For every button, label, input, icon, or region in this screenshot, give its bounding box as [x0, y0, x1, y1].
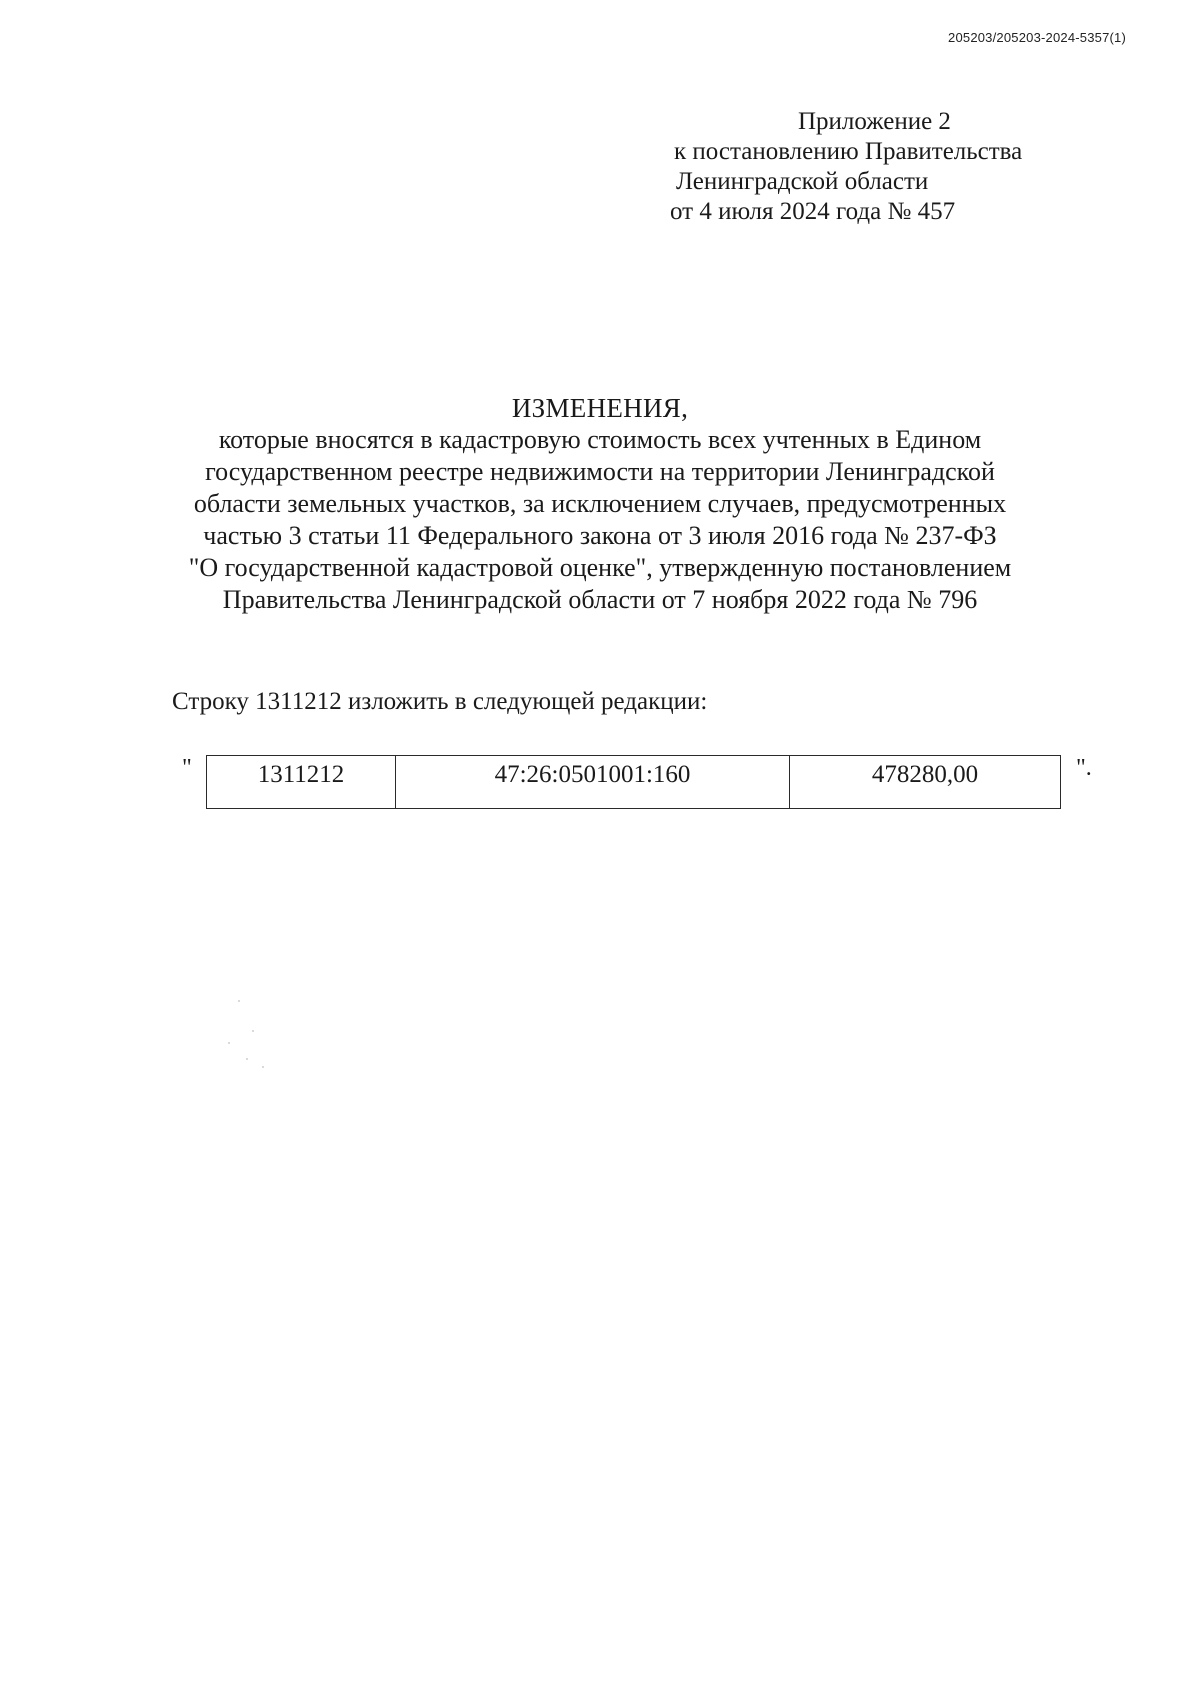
cadastral-number-cell: [396, 756, 790, 809]
appendix-reference: к постановлению Правительства: [674, 138, 1023, 165]
table-row: [207, 756, 1061, 809]
appendix-number: Приложение 2: [798, 108, 951, 135]
heading-line: частью 3 статьи 11 Федерального закона от 3 июля 2016 года № 237-ФЗ: [203, 521, 997, 550]
scan-speck: [238, 1000, 240, 1002]
heading-line: которые вносятся в кадастровую стоимость всех учтенных в Едином: [218, 425, 982, 454]
scan-speck: [262, 1066, 264, 1068]
cadastral-value-cell: [790, 756, 1061, 809]
heading-title: ИЗМЕНЕНИЯ,: [511, 393, 689, 423]
scan-speck: [252, 1030, 254, 1032]
opening-quote: ": [182, 755, 192, 781]
document-heading: [150, 392, 1050, 616]
heading-line: "О государственной кадастровой оценке", утвержденную постановлением: [188, 553, 1012, 582]
row-number-cell: [207, 756, 396, 809]
heading-line: государственном реестре недвижимости на территории Ленинградской: [205, 457, 995, 486]
scan-speck: [228, 1042, 230, 1044]
heading-line: области земельных участков, за исключением случаев, предусмотренных: [193, 489, 1007, 518]
row-number: 1311212: [257, 761, 345, 788]
replacement-row: [180, 755, 1100, 815]
cadastral-value: 478280,00: [871, 761, 979, 788]
document-id: 205203/205203-2024-5357(1): [948, 30, 1126, 45]
heading-line: Правительства Ленинградской области от 7 ноября 2022 года № 796: [222, 585, 978, 614]
closing-quote: ".: [1076, 755, 1092, 781]
instruction-text: Строку 1311212 изложить в следующей редакции:: [172, 688, 708, 715]
scan-speck: [246, 1058, 248, 1060]
appendix-region: Ленинградской области: [676, 168, 929, 195]
row-table: [206, 755, 1061, 809]
appendix-date: от 4 июля 2024 года № 457: [670, 198, 956, 225]
appendix-block: [670, 107, 1022, 227]
cadastral-number: 47:26:0501001:160: [494, 761, 691, 788]
